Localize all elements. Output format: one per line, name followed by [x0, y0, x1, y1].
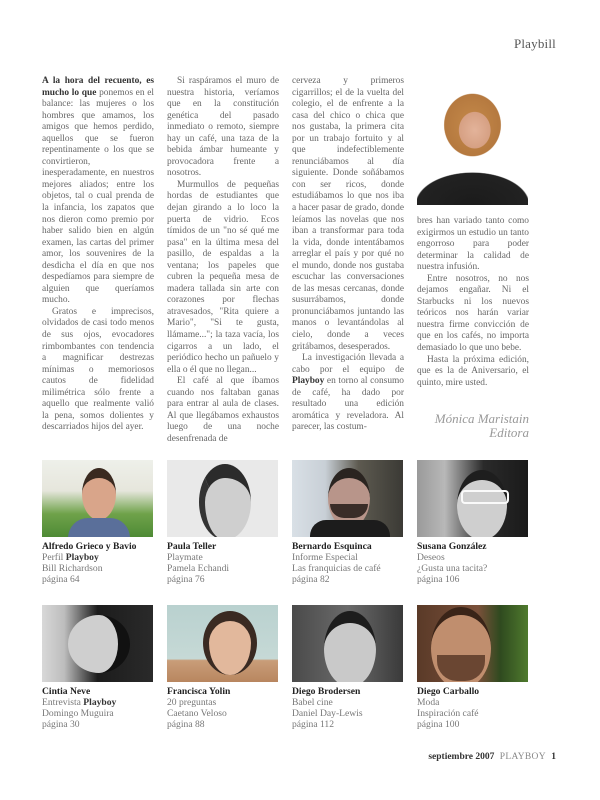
contributor-card [292, 460, 404, 585]
article-lead: A la hora del recuento, es mucho lo que [42, 76, 154, 98]
article-paragraph: El café al que íbamos cuando nos faltaban ganas para entrar al aula de clases. Al que llegábamos exhaustos luego de una noche desenfrenada de [167, 376, 279, 444]
editor-signature [417, 412, 529, 440]
editor-name: Mónica Maristain [434, 411, 529, 426]
contributor-section: Playmate [167, 552, 203, 563]
contributor-card [417, 605, 529, 730]
contributor-page: página 100 [417, 719, 460, 730]
contributor-subject: Inspiración café [417, 708, 479, 719]
article-text: La investigación llevada a cabo por el equipo de [292, 353, 404, 375]
article-paragraph: Si raspáramos el muro de nuestra historia, veríamos que en la constitución genética del pasado inmediato o remoto, siempre hay un café, una taza de la bebida ámbar humeante y provocadora frente a nosotros. [167, 76, 279, 179]
brand-name: Playboy [292, 376, 325, 387]
contributor-name: Diego Brodersen [292, 686, 361, 697]
contributor-name: Alfredo Grieco y Bavio [42, 541, 137, 552]
contributor-photo [417, 605, 528, 682]
contributor-name: Paula Teller [167, 541, 217, 552]
contributor-subject: ¿Gusta una tacita? [417, 563, 488, 574]
contributor-section: Perfil Playboy [42, 552, 99, 563]
contributor-section: Informe Especial [292, 552, 358, 563]
contributor-name: Francisca Yolin [167, 686, 231, 697]
issue-date: septiembre 2007 [428, 752, 495, 762]
contributor-card [292, 605, 404, 730]
article-text: en torno al consumo de café, ha dado por resultado una edición aromática y reveladora. Al parecer, las costum- [292, 376, 404, 433]
article-paragraph: Entre nosotros, no nos dejamos engañar. Ni el Starbucks ni los nuevos teóricos nos harán variar nuestra firme convicción de que en los cafés, no importa demasiado lo que uno bebe. [417, 273, 529, 354]
article-column-1 [42, 76, 154, 434]
contributor-page: página 82 [292, 574, 330, 585]
contributor-subject: Domingo Muguira [42, 708, 114, 719]
contributor-subject: Pamela Echandi [167, 563, 230, 574]
page-footer [428, 752, 556, 762]
contributor-page: página 112 [292, 719, 335, 730]
contributor-section: Babel cine [292, 697, 333, 708]
contributor-section: Moda [417, 697, 440, 708]
contributor-name: Bernardo Esquinca [292, 541, 372, 552]
contributor-section: Deseos [417, 552, 445, 563]
contributor-card [167, 605, 279, 730]
editor-photo [417, 76, 528, 205]
contributor-photo [42, 460, 153, 537]
contributor-section: Entrevista Playboy [42, 697, 117, 708]
contributor-subject: Las franquicias de café [292, 563, 381, 574]
magazine-name: PLAYBOY [499, 752, 546, 762]
article-paragraph [292, 353, 404, 434]
editor-role: Editora [489, 425, 529, 440]
contributor-page: página 64 [42, 574, 80, 585]
article-paragraph [42, 76, 154, 307]
contributor-subject: Daniel Day-Lewis [292, 708, 363, 719]
contributor-photo [42, 605, 153, 682]
article-paragraph: Gratos e imprecisos, olvidados de casi todo menos de sus ojos, evocadores rimbombantes con tendencia a magnificar destrezas mínimas o memoriosos cautos de fidelidad milimétrica sólo frente a aquello que realmente valió la pena, somos dolientes y descarriados hijos del ayer. [42, 306, 154, 433]
contributor-photo [292, 605, 403, 682]
contributor-page: página 30 [42, 719, 80, 730]
article-column-4 [417, 216, 529, 389]
section-title: Playbill [513, 36, 556, 51]
article-paragraph: Hasta la próxima edición, que es la de Aniversario, el quinto, mire usted. [417, 354, 529, 388]
contributor-card [167, 460, 279, 585]
contributor-card [42, 460, 154, 585]
article-paragraph: bres han variado tanto como exigirmos un estudio un tanto engorroso para poder determinar la calidad de nuestra infusión. [417, 216, 529, 273]
contributor-section: 20 preguntas [167, 697, 217, 708]
article-column-3 [292, 76, 404, 434]
contributor-photo [292, 460, 403, 537]
article-paragraph: Murmullos de pequeñas hordas de estudiantes que dejan girando a lo loco la puerta de vidrio. Ecos tímidos de un "no sé qué me pasa" en la última mesa del pasillo, de espaldas a la ventana; los papeles que cubren la pequeña mesa de madera tallada sin arte con corazones por flechas atravesados, "Rita quiere a Mario", "Si te gusta, llámame..."; la taza vacía, los cigarros a un lado, el periódico hecho un pañuelo y ella o él que no llegan... [167, 179, 279, 375]
contributor-name: Susana González [417, 541, 487, 552]
contributor-subject: Bill Richardson [42, 563, 103, 574]
contributor-photo [417, 460, 528, 537]
contributor-photo [167, 605, 278, 682]
article-column-2 [167, 76, 279, 446]
contributor-name: Cintia Neve [42, 686, 91, 697]
contributor-card [417, 460, 529, 585]
contributor-page: página 88 [167, 719, 205, 730]
article-paragraph: cerveza y primeros cigarrillos; el de la vuelta del colegio, el de enfrente a la casa del chico o chica que nos gustaba, la primera cita por un trabajo fortuito y al que indefectiblemente renunciábamos al día siguiente. Donde soñábamos con ser ricos, donde estudiábamos lo que nos iba a hacer pasar de grado, donde leíamos las novelas que nos iban a transformar para toda la vida, donde intentábamos arreglar el país y por qué no el mundo, donde nos gustaba escuchar las conversaciones de las mesas cercanas, donde susurrábamos, donde pronunciábamos juntando las manos o levantándolas al cielo, donde a veces gritábamos, desesperados. [292, 76, 404, 352]
article-text: ponemos en el balance: las mujeres o los hombres que amamos, los amigos que hemos perdido, aquellos que se fueron repentinamente o los que se convirtieron, inesperadamente, en nuestros mejores aliados; entre los objetos, tal o cual prenda de la infancia, los zapatos que nos dieron como premio por haber salido bien en algún examen, las cartas del primer amor, los souvenires de la desdicha el día en que nos despedíamos para siempre de alguien que queríamos mucho. [42, 87, 155, 306]
contributor-page: página 106 [417, 574, 460, 585]
contributor-card [42, 605, 154, 730]
contributor-page: página 76 [167, 574, 205, 585]
page-number: 1 [551, 752, 556, 762]
contributor-name: Diego Carballo [417, 686, 480, 697]
contributor-subject: Caetano Veloso [167, 708, 227, 719]
contributor-photo [167, 460, 278, 537]
